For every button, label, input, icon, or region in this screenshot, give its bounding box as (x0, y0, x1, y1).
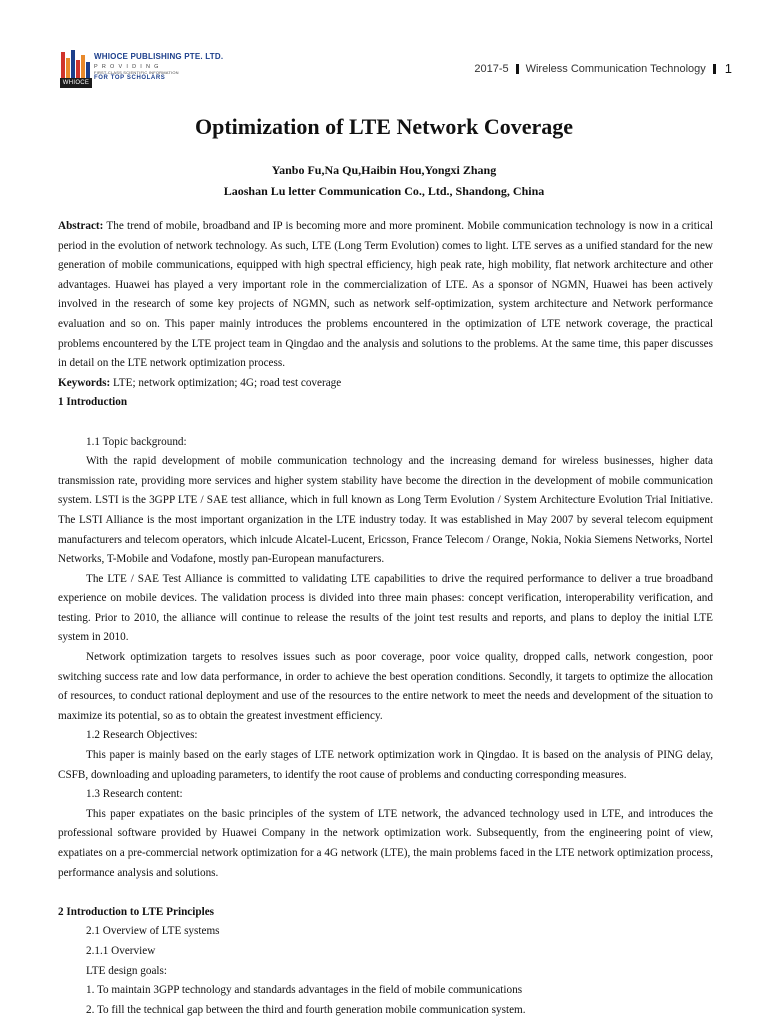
keywords-text: LTE; network optimization; 4G; road test coverage (110, 376, 342, 389)
list-item: 2. To fill the technical gap between the third and fourth generation mobile communication system. (86, 1003, 526, 1016)
lte-design-goals-label: LTE design goals: (86, 964, 167, 977)
keywords-label: Keywords: (58, 376, 111, 389)
section-heading-lte-principles: 2 Introduction to LTE Principles (58, 905, 215, 918)
separator-bar-icon (516, 64, 519, 74)
logo-box-text: WHIOCE (60, 78, 92, 88)
spacer (58, 883, 713, 903)
subsection-heading-topic-background: 1.1 Topic background: (86, 435, 187, 448)
keywords (58, 374, 713, 394)
issue-date: 2017-5 (474, 62, 509, 75)
paper-body (58, 217, 713, 1020)
paper-affiliation: Laoshan Lu letter Communication Co., Ltd., Shandong, China (223, 184, 545, 198)
subsection-heading-research-objectives: 1.2 Research Objectives: (86, 729, 198, 742)
page-number: 1 (724, 61, 732, 76)
paragraph: This paper expatiates on the basic principles of the system of LTE network, the advanced technology used in LTE, and introduces the professional software provided by Huawei Company in the network optimization work. Subsequently, from the engineering point of view, expatiates on a pre-commercial network optimization for a 4G network (LTE), the main problems faced in the LTE network optimization process, performance analysis and solutions. (58, 807, 713, 879)
publisher-name: WHIOCE PUBLISHING PTE. LTD. (94, 52, 224, 61)
separator-bar-icon (713, 64, 716, 74)
abstract (58, 217, 713, 374)
paragraph: This paper is mainly based on the early stages of LTE network optimization work in Qingdao. It is based on the analysis of PING delay, CSFB, downloading and uploading parameters, to identify the root cause of problems and conducting corresponding measures. (58, 749, 713, 781)
logo-text (94, 52, 223, 81)
paragraph: With the rapid development of mobile communication technology and the increasing demand for wireless businesses, higher data transmission rate, providing more services and higher system stability have become the direction in the development of mobile communication system. LSTI is the 3GPP LTE / SAE test alliance, which in full known as Long Term Evolution / System Architecture Evolution Trial Initiative. The LSTI Alliance is the most important organization in the LTE industry today. It was established in May 2007 by several telecom equipment manufacturers and telecom operators, which inlcude Alcatel-Lucent, Ericsson, France Telecom / Orange, Nokia, Nokia Siemens Networks, Nortel Networks, T-Mobile and Vodafone, mostly pan-European manufacturers. (58, 455, 713, 566)
subsection-heading-research-content: 1.3 Research content: (86, 788, 183, 801)
paper-authors: Yanbo Fu,Na Qu,Haibin Hou,Yongxi Zhang (271, 163, 497, 177)
publisher-tag-providing: PROVIDING (94, 64, 163, 70)
subsection-heading-overview-lte: 2.1 Overview of LTE systems (86, 925, 220, 938)
paper-title: Optimization of LTE Network Coverage (194, 114, 574, 139)
abstract-text: The trend of mobile, broadband and IP is becoming more and more prominent. Mobile communication technology is now in a critical period in the evolution of network technology. As such, LTE (Long Term Evolution) comes to light. LTE serves as a unified standard for the new generation of mobile communications, equipped with high spectral efficiency, high peak rate, high mobility, flat network architecture and other advantages. Huawei has played a very important role in the commercialization of LTE. As a sponsor of NGMN, Huawei has been actively involved in the research of some key projects of NGMN, such as network self-optimization, system architecture and Network performance evaluation and so on. This paper mainly introduces the problems encountered in the optimization of LTE network coverage, the practical problems encountered by the LTE project team in Qingdao and the analysis and solutions to the problems. At the same time, this paper discusses in detail on the LTE network optimization process. (58, 220, 713, 370)
journal-name: Wireless Communication Technology (525, 62, 706, 75)
spacer (58, 413, 713, 433)
section-heading-introduction: 1 Introduction (58, 396, 128, 409)
publisher-tag-bottom: FOR TOP SCHOLARS (94, 75, 166, 81)
paragraph: Network optimization targets to resolves issues such as poor coverage, poor voice quality, dropped calls, network congestion, poor switching success rate and low data performance, in order to achieve the best operation conditions. Secondly, it targets to optimize the allocation of resources, to conduct rational deployment and use of the resources to the entire network to meet the needs and development of the situation to maximize its potential, so as to obtain the greatest investment efficiency. (58, 651, 713, 722)
logo-mark-icon (60, 48, 92, 88)
publisher-logo (60, 48, 230, 93)
publisher-tag-middle: FIRST-CLASS SCIENTIFIC INFORMATION (94, 70, 179, 75)
abstract-label: Abstract: (58, 220, 104, 232)
subsection-heading-overview: 2.1.1 Overview (86, 944, 156, 957)
running-header (474, 61, 732, 76)
list-item: 1. To maintain 3GPP technology and standards advantages in the field of mobile communications (86, 984, 523, 997)
paragraph: The LTE / SAE Test Alliance is committed to validating LTE capabilities to drive the required performance to deliver a true broadband experience on mobile devices. The validation process is divided into three main phases: concept verification, interoperability verification, and testing. Prior to 2010, the alliance will continue to release the results of the joint test results and reports, and plans to deploy the initial LTE system in 2010. (58, 572, 713, 644)
page-header (0, 0, 768, 95)
